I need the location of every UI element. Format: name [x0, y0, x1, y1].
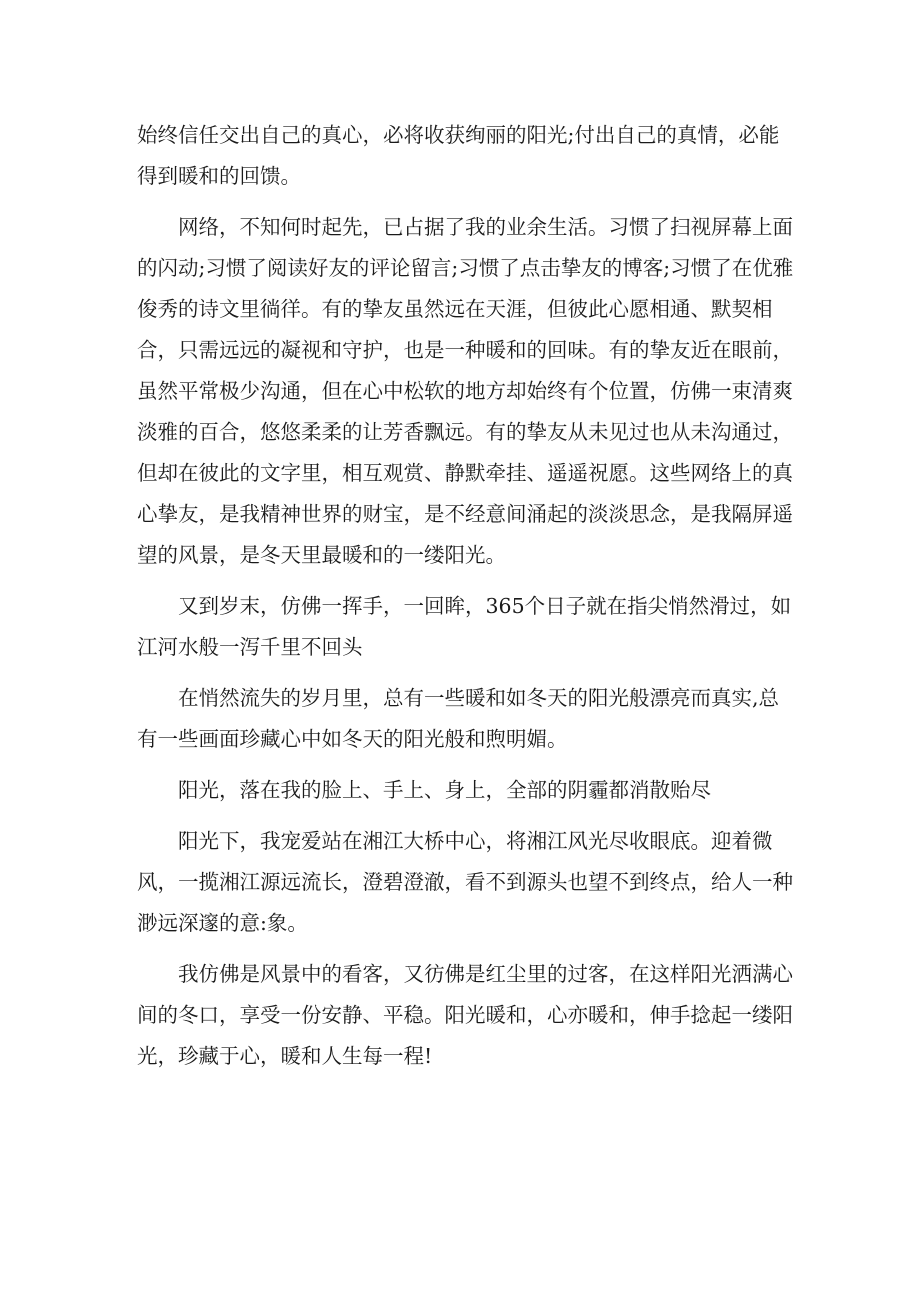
article-body [137, 115, 797, 1087]
paragraph-6: 阳光下，我宠爱站在湘江大桥中心，将湘江风光尽收眼底。迎着微风，一揽湘江源远流长，澄碧澄澈，看不到源头也望不到终点，给人一种渺远深邃的意:象。 [137, 829, 793, 935]
paragraph-7: 我仿佛是风景中的看客，又彷佛是红尘里的过客，在这样阳光洒满心间的冬口，享受一份安静、平稳。阳光暖和，心亦暖和，伸手捻起一缕阳光，珍藏于心，暖和人生每一程! [137, 962, 793, 1068]
paragraph-2: 网络，不知何时起先，已占据了我的业余生活。习惯了扫视屏幕上面的闪动;习惯了阅读好友的评论留言;习惯了点击挚友的博客;习惯了在优雅俊秀的诗文里徜徉。有的挚友虽然远在天涯，但彼此心愿相通、默契相合，只需远远的凝视和守护，也是一种暖和的回味。有的挚友近在眼前，虽然平常极少沟通，但在心中松软的地方却始终有个位置，仿佛一束清爽淡雅的百合，悠悠柔柔的让芳香飘远。有的挚友从未见过也从未沟通过，但却在彼此的文字里，相互观赏、静默牵挂、遥遥祝愿。这些网络上的真心挚友，是我精神世界的财宝，是不经意间涌起的淡淡思念，是我隔屏遥望的风景，是冬天里最暖和的一缕阳光。 [137, 215, 794, 567]
paragraph-3: 又到岁末，仿佛一挥手，一回眸，365个日子就在指尖悄然滑过，如江河水般一泻千里不回头 [137, 594, 792, 659]
paragraph-5: 阳光，落在我的脸上、手上、身上，全部的阴霾都消散贻尽 [178, 778, 711, 802]
paragraph-1: 始终信任交出自己的真心，必将收获绚丽的阳光;付出自己的真情，必能得到暖和的回馈。 [137, 123, 780, 188]
paragraph-4: 在悄然流失的岁月里，总有一些暖和如冬天的阳光般漂亮而真实,总有一些画面珍藏心中如冬天的阳光般和煦明媚。 [137, 686, 780, 751]
